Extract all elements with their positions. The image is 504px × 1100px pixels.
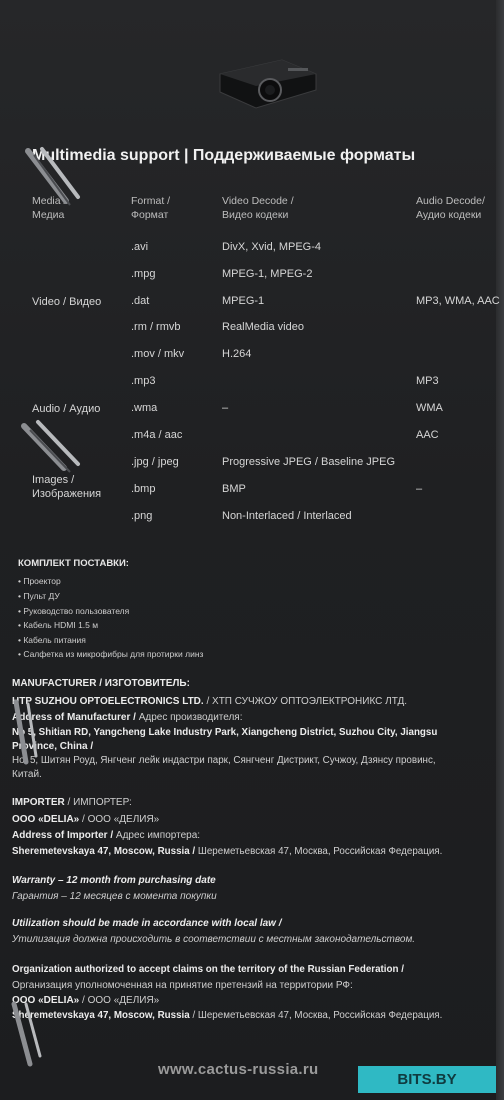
page-title: Multimedia support | Поддерживаемые форматы — [32, 147, 416, 164]
importer-name: ООО «DELIA» / ООО «ДЕЛИЯ» — [12, 814, 160, 825]
format-cell: .m4a / aac — [131, 429, 183, 441]
group-images: Images / Изображения — [32, 474, 102, 500]
claims-name: ООО «DELIA» / ООО «ДЕЛИЯ» — [12, 995, 160, 1006]
binder-clip-icon — [6, 698, 40, 768]
audio-cell: MP3, WMA, AAC — [416, 295, 500, 307]
video-cell: MPEG-1 — [222, 295, 265, 307]
manufacturer-heading: MANUFACTURER / ИЗГОТОВИТЕЛЬ: — [12, 678, 190, 689]
manufacturer-address-ru: Но. 5, Шитян Роуд, Янгченг лейк индастри парк, Сянгченг Дистрикт, Сучжоу, Дзянсу провинс, — [12, 755, 436, 766]
list-item: • Кабель HDMI 1.5 м — [18, 620, 99, 630]
claims-address: Sheremetevskaya 47, Moscow, Russia / Шереметьевская 47, Москва, Российская Федерация. — [12, 1010, 443, 1021]
video-cell: Non-Interlaced / Interlaced — [222, 510, 352, 522]
audio-cell: WMA — [416, 402, 443, 414]
watermark-badge: BITS.BY — [358, 1066, 496, 1093]
utilization-en: Utilization should be made in accordance with local law / — [12, 918, 282, 929]
list-item: • Руководство пользователя — [18, 606, 130, 616]
manufacturer-name: HTP SUZHOU OPTOELECTRONICS LTD. / ХТП СУЧЖОУ ОПТОЭЛЕКТРОНИКС ЛТД. — [12, 696, 408, 707]
video-cell: BMP — [222, 483, 246, 495]
format-cell: .png — [131, 510, 153, 522]
claims-heading: Organization authorized to accept claims on the territory of the Russian Federation / — [12, 964, 404, 975]
manufacturer-address-en-2: Province, China / — [12, 741, 94, 752]
group-audio: Audio / Аудио — [32, 403, 101, 415]
importer-address-label: Address of Importer / Адрес импортера: — [12, 830, 201, 841]
manufacturer-address-ru-2: Китай. — [12, 769, 42, 780]
warranty-ru: Гарантия – 12 месяцев с момента покупки — [12, 891, 217, 902]
video-cell: – — [222, 402, 229, 414]
manufacturer-address-en: No 5, Shitian RD, Yangcheng Lake Industry Park, Xiangcheng District, Suzhou City, Jiangsu — [12, 727, 438, 738]
header-video-decode: Video Decode / Видео кодеки — [222, 195, 294, 221]
video-cell: Progressive JPEG / Baseline JPEG — [222, 456, 396, 468]
audio-cell: – — [416, 483, 423, 495]
format-cell: .avi — [131, 241, 149, 253]
audio-cell: MP3 — [416, 375, 439, 387]
video-cell: MPEG-1, MPEG-2 — [222, 268, 313, 280]
website-url[interactable]: www.cactus-russia.ru — [158, 1061, 319, 1078]
header-media: Media / Медиа — [32, 195, 67, 221]
binder-clip-icon — [4, 1000, 44, 1070]
binder-clip-icon — [14, 145, 86, 215]
header-format: Format / Формат — [131, 195, 171, 221]
format-cell: .jpg / jpeg — [131, 456, 179, 468]
list-item: • Салфетка из микрофибры для протирки линз — [18, 649, 204, 659]
format-cell: .mp3 — [131, 375, 156, 387]
format-cell: .mov / mkv — [131, 348, 185, 360]
header-audio-decode: Audio Decode/ Аудио кодеки — [416, 195, 485, 221]
manufacturer-address-label: Address of Manufacturer / Адрес производителя: — [12, 712, 243, 723]
group-video: Video / Видео — [32, 296, 102, 308]
audio-cell: AAC — [416, 429, 439, 441]
video-cell: DivX, Xvid, MPEG-4 — [222, 241, 322, 253]
kit-title: КОМПЛЕКТ ПОСТАВКИ: — [18, 558, 129, 569]
claims-heading-ru: Организация уполномоченная на принятие претензий на территории РФ: — [12, 980, 353, 991]
list-item: • Проектор — [18, 576, 61, 586]
format-cell: .mpg — [131, 268, 156, 280]
video-cell: H.264 — [222, 348, 252, 360]
binder-clip-icon — [14, 418, 86, 480]
video-cell: RealMedia video — [222, 321, 304, 333]
utilization-ru: Утилизация должна происходить в соответствии с местным законодательством. — [12, 934, 416, 945]
list-item: • Пульт ДУ — [18, 591, 60, 601]
box-edge — [496, 0, 504, 1100]
format-cell: .dat — [131, 295, 150, 307]
importer-address: Sheremetevskaya 47, Moscow, Russia / Шереметьевская 47, Москва, Российская Федерация. — [12, 846, 443, 857]
importer-heading: IMPORTER / ИМПОРТЕР: — [12, 797, 132, 808]
format-cell: .bmp — [131, 483, 156, 495]
projector-illustration — [212, 52, 322, 112]
format-cell: .rm / rmvb — [131, 321, 181, 333]
list-item: • Кабель питания — [18, 635, 86, 645]
format-cell: .wma — [131, 402, 158, 414]
warranty-en: Warranty – 12 month from purchasing date — [12, 875, 216, 886]
